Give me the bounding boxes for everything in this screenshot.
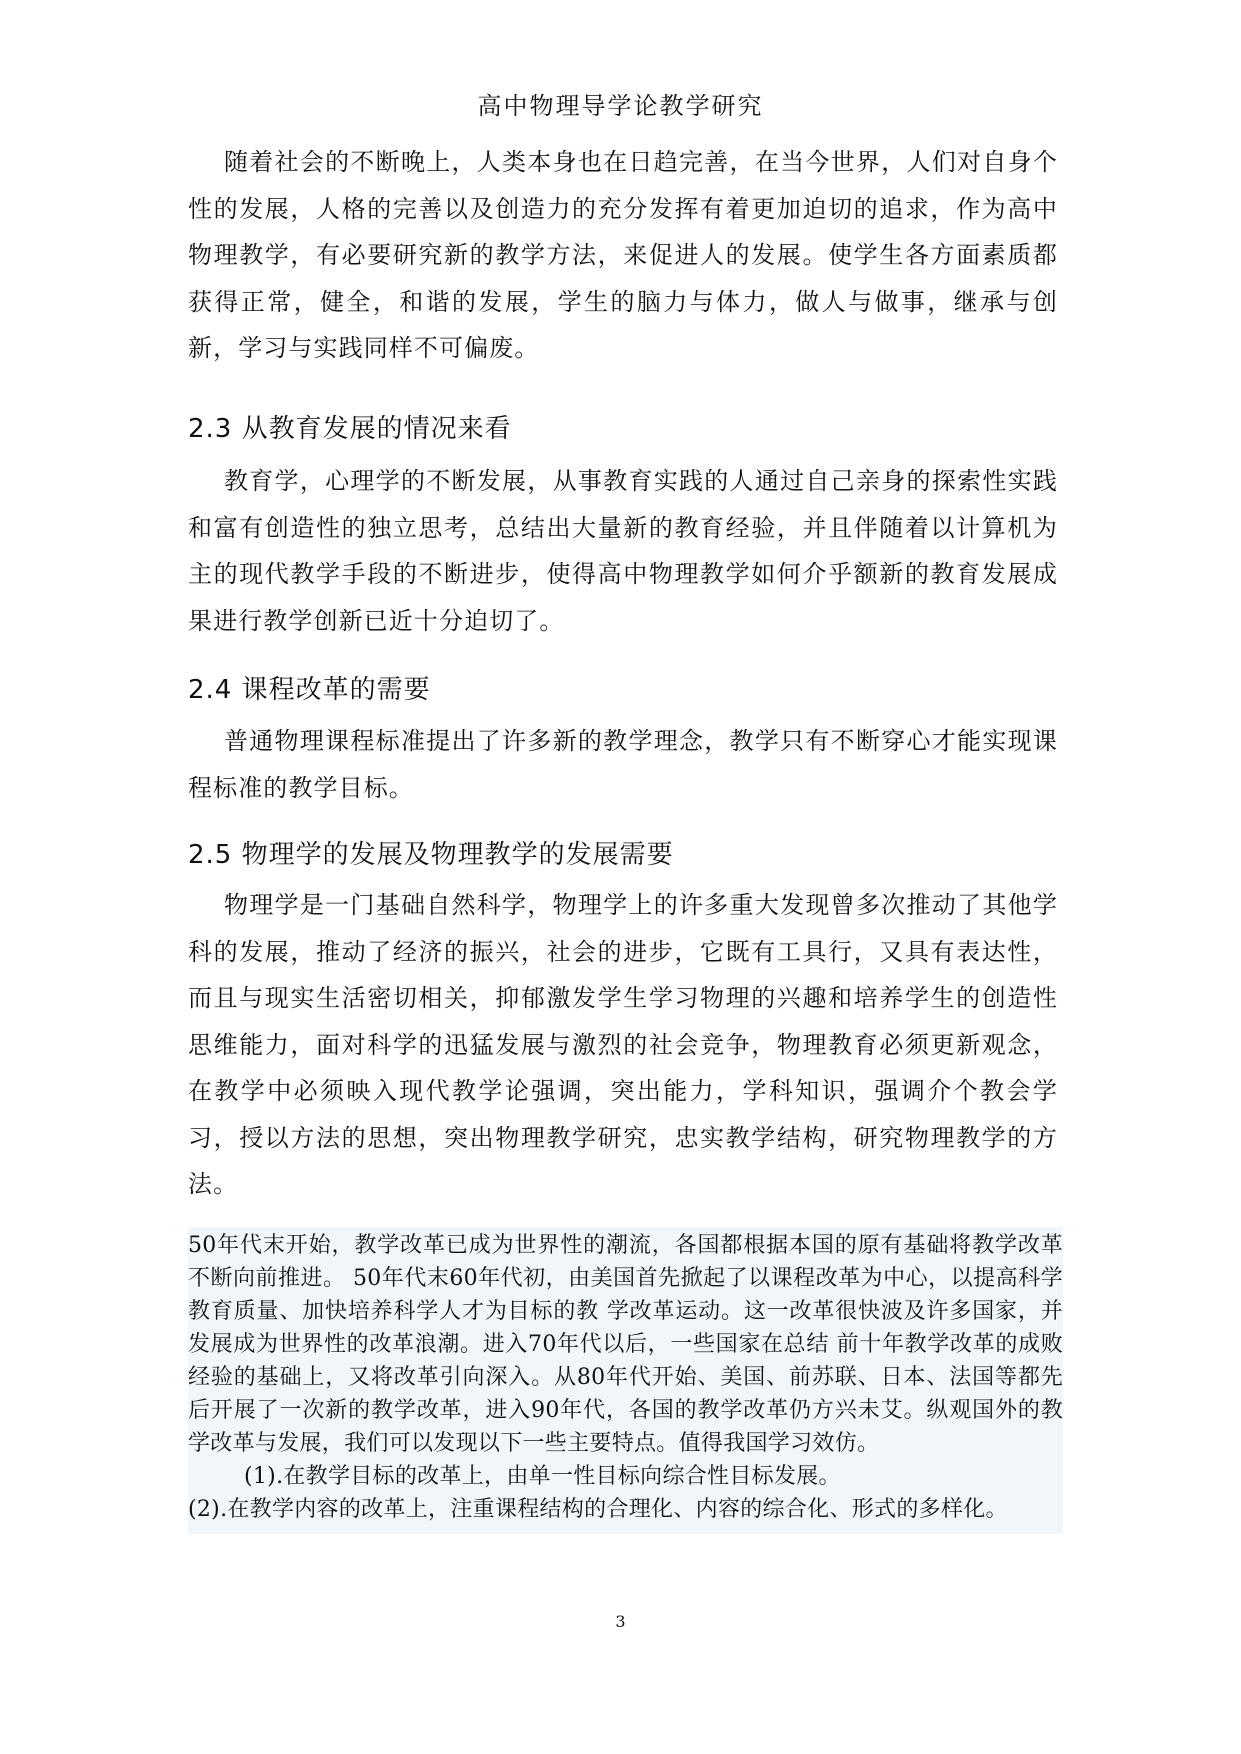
section-2-5-paragraph: 物理学是一门基础自然科学，物理学上的许多重大发现曾多次推动了其他学科的发展，推动了经济的振兴，社会的进步，它既有工具行，又具有表达性，而且与现实生活密切相关，抑郁激发学生学习物理的兴趣和培养学生的创造性思维能力，面对科学的迅猛发展与激烈的社会竞争，物理教育必须更新观念，在教学中必须映入现代教学论强调，突出能力，学科知识，强调介个教会学习，授以方法的思想，突出物理教学研究，忠实教学结构，研究物理教学的方法。 [188,891,1058,1198]
section-heading-2-4: 2.4 课程改革的需要 [188,675,431,705]
quote-paragraph: 50年代末开始，教学改革已成为世界性的潮流，各国都根据本国的原有基础将教学改革不断向前推进。 50年代末60年代初，由美国首先掀起了以课程改革为中心，以提高科学教育质量、加快培养科学人才为目标的教 学改革运动。这一改革很快波及许多国家，并发展成为世界性的改革浪潮。进入70年代以后，一些国家在总结 前十年教学改革的成败经验的基础上，又将改革引向深入。从80年代开始、美国、前苏联、日本、法国等都先 后开展了一次新的教学改革，进入90年代，各国的教学改革仍方兴未艾。纵观国外的教学改革与发展，我们可以发现以下一些主要特点。值得我国学习效仿。 [188,1233,1063,1456]
quoted-text-block [188,1227,1063,1534]
intro-paragraph: 随着社会的不断晚上，人类本身也在日趋完善，在当今世界，人们对自身个性的发展，人格的完善以及创造力的充分发挥有着更加迫切的追求，作为高中物理教学，有必要研究新的教学方法，来促进人的发展。使学生各方面素质都获得正常，健全，和谐的发展，学生的脑力与体力，做人与做事，继承与创新，学习与实践同样不可偏废。 [188,148,1058,362]
section-2-4-paragraph: 普通物理课程标准提出了许多新的教学理念，教学只有不断穿心才能实现课程标准的教学目标。 [188,727,1058,802]
section-2-3-paragraph: 教育学，心理学的不断发展，从事教育实践的人通过自己亲身的探索性实践和富有创造性的独立思考，总结出大量新的教育经验，并且伴随着以计算机为主的现代教学手段的不断进步，使得高中物理教学如何介乎额新的教育发展成果进行教学创新已近十分迫切了。 [188,467,1058,635]
page-header-title: 高中物理导学论教学研究 [477,92,764,120]
section-heading-2-3: 2.3 从教育发展的情况来看 [188,414,512,444]
page-number: 3 [615,1612,626,1631]
quote-list-item-1: (1).在教学目标的改革上，由单一性目标向综合性目标发展。 [244,1464,841,1489]
quote-list-item-2: (2).在教学内容的改革上，注重课程结构的合理化、内容的综合化、形式的多样化。 [188,1497,1008,1522]
section-heading-2-5: 2.5 物理学的发展及物理教学的发展需要 [188,840,674,870]
